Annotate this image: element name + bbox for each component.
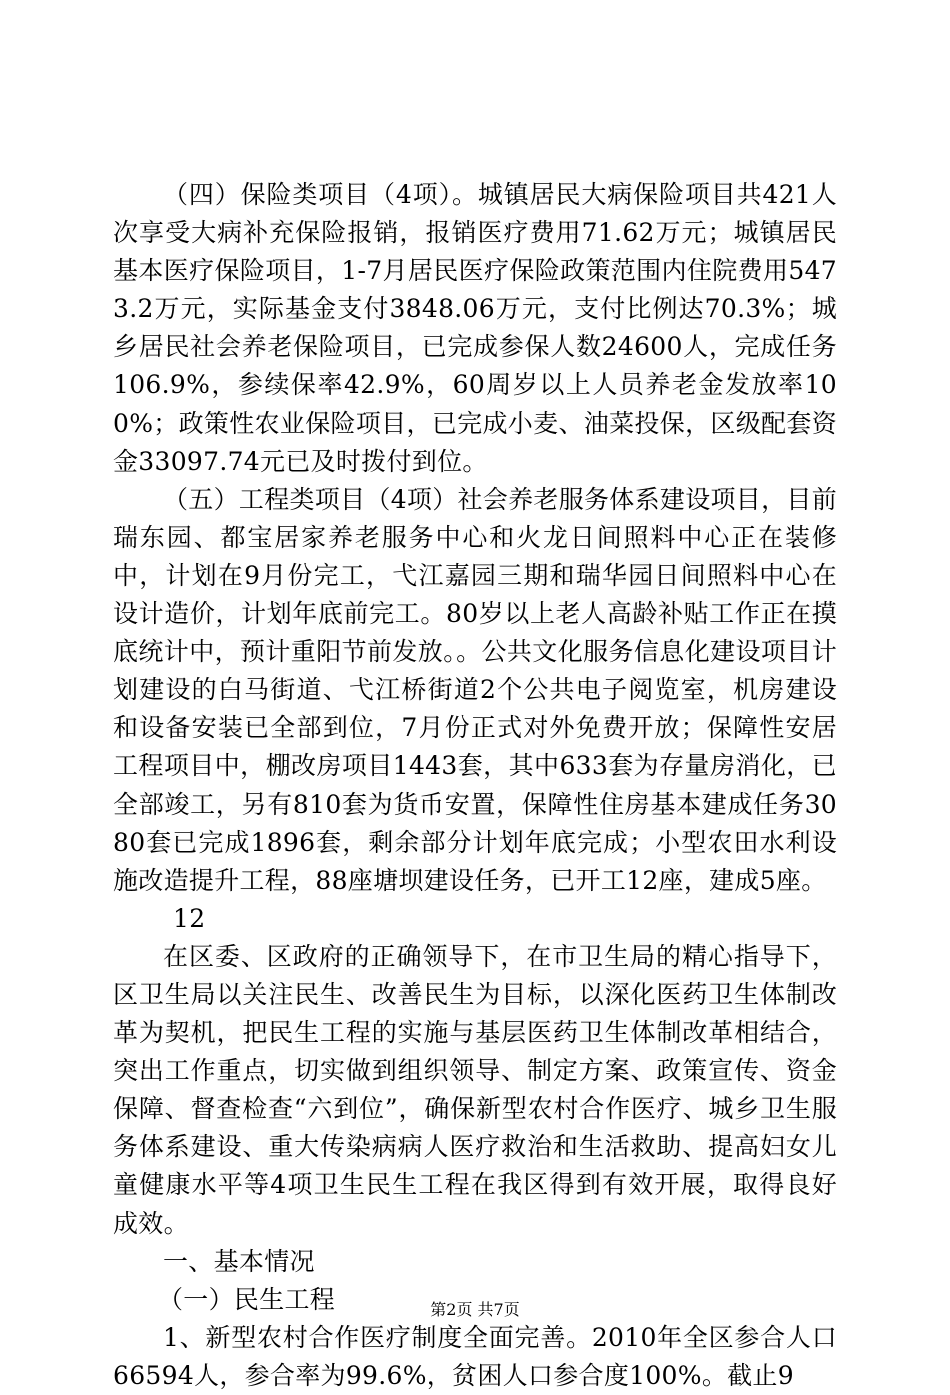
paragraph-insurance-projects: （四）保险类项目（4项）。城镇居民大病保险项目共421人次享受大病补充保险报销，报销医疗费用71.62万元；城镇居民基本医疗保险项目，1-7月居民医疗保险政策范围内住院费用5473.2万元，实际基金支付3848.06万元，支付比例达70.3%；城乡居民社会养老保险项目，已完成参保人数24600人，完成任务106.9%，参续保率42.9%，60周岁以上人员养老金发放率100%；政策性农业保险项目，已完成小麦、油菜投保，区级配套资金33097.74元已及时拨付到位。	[113, 180, 837, 476]
subsection-heading-livelihood: （一）民生工程	[158, 1284, 336, 1314]
page-footer: 第2页 共7页	[430, 1300, 520, 1319]
document-body	[113, 176, 837, 1395]
section-heading-basic-situation: 一、基本情况	[163, 1246, 315, 1276]
paragraph-rural-cooperative-medical: 1、新型农村合作医疗制度全面完善。2010年全区参合人口66594人，参合率为99.6%，贫困人口参合度100%。截止9	[113, 1322, 837, 1390]
paragraph-engineering-projects: （五）工程类项目（4项）社会养老服务体系建设项目，目前瑞东园、都宝居家养老服务中心和火龙日间照料中心正在装修中，计划在9月份完工，弋江嘉园三期和瑞华园日间照料中心在设计造价，计划年底前完工。80岁以上老人高龄补贴工作正在摸底统计中，预计重阳节前发放。。公共文化服务信息化建设项目计划建设的白马街道、弋江桥街道2个公共电子阅览室，机房建设和设备安装已全部到位，7月份正式对外免费开放；保障性安居工程项目中，棚改房项目1443套，其中633套为存量房消化，已全部竣工，另有810套为货币安置，保障性住房基本建成任务3080套已完成1896套，剩余部分计划年底完成；小型农田水利设施改造提升工程，88座塘坝建设任务，已开工12座，建成5座。	[113, 484, 838, 895]
paragraph-health-bureau-summary: 在区委、区政府的正确领导下，在市卫生局的精心指导下，区卫生局以关注民生、改善民生为目标，以深化医药卫生体制改革为契机，把民生工程的实施与基层医药卫生体制改革相结合，突出工作重点，切实做到组织领导、制定方案、政策宣传、资金保障、督查检查“六到位”，确保新型农村合作医疗、城乡卫生服务体系建设、重大传染病病人医疗救治和生活救助、提高妇女儿童健康水平等4项卫生民生工程在我区得到有效开展，取得良好成效。	[113, 941, 837, 1238]
inline-page-number: 12	[173, 903, 206, 933]
